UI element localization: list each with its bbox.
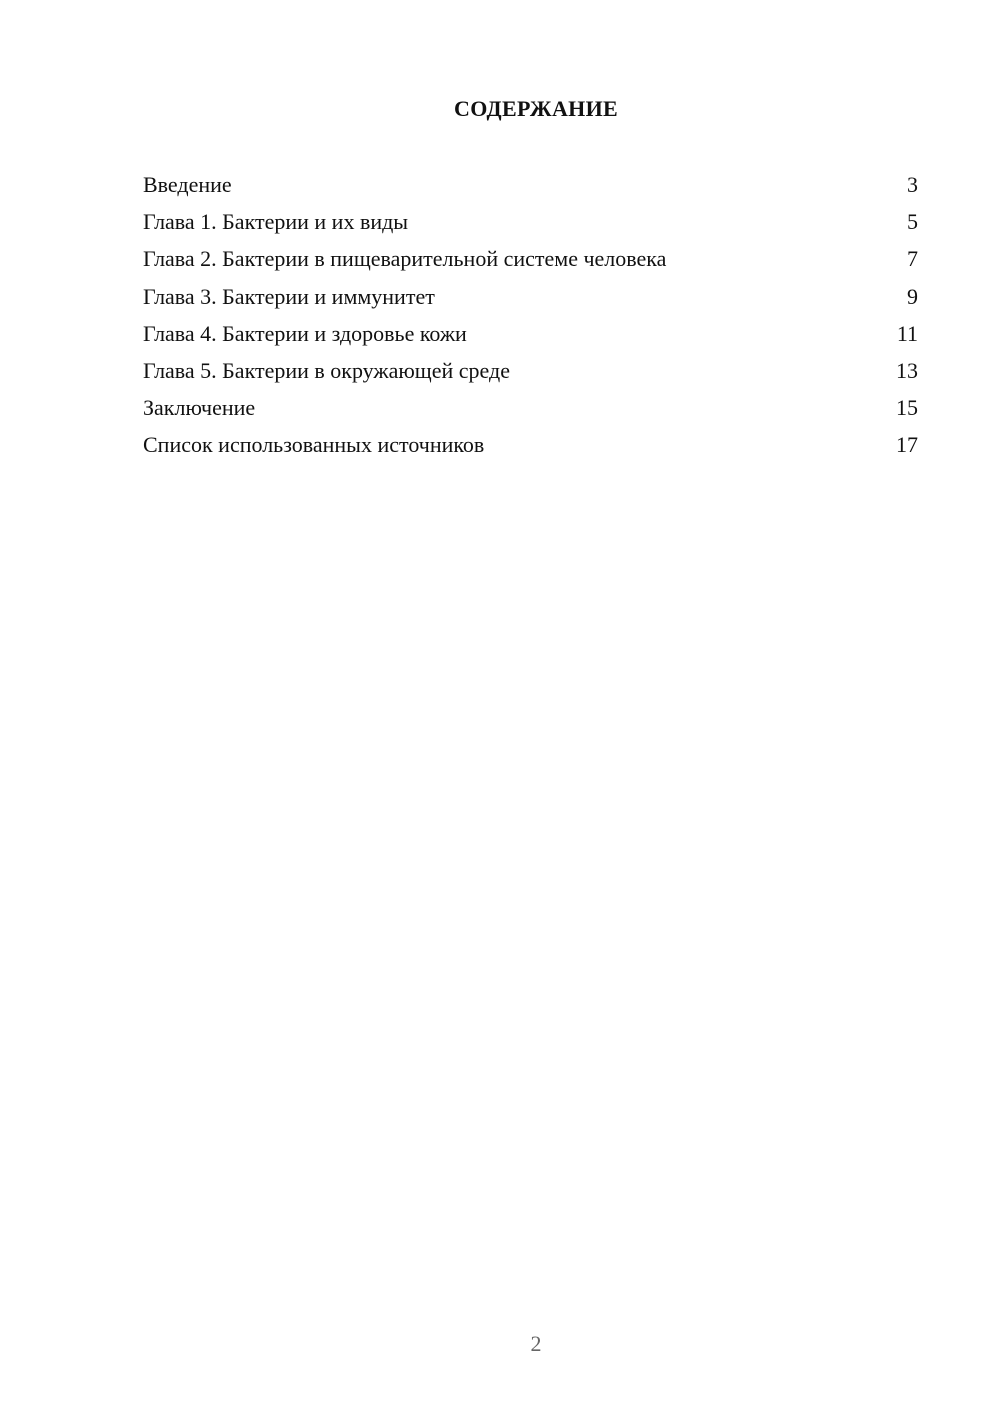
toc-entry-label: Список использованных источников [143, 432, 485, 458]
toc-entry-page: 5 [907, 209, 918, 235]
toc-entry [143, 428, 918, 465]
toc-entry-page: 15 [896, 395, 918, 421]
page-title: СОДЕРЖАНИЕ [454, 96, 618, 121]
toc-entry [143, 280, 918, 317]
toc-entry [143, 205, 918, 242]
toc-entry-page: 11 [896, 320, 918, 346]
toc-entry-page: 17 [896, 432, 918, 458]
toc-entry-page: 9 [907, 283, 918, 309]
toc-entry-label: Глава 2. Бактерии в пищеварительной системе человека [143, 246, 667, 272]
toc-entry-page: 7 [907, 246, 918, 272]
toc-entry-label: Глава 1. Бактерии и их виды [143, 209, 409, 235]
toc-entry-label: Заключение [143, 395, 256, 421]
toc-entry-label: Введение [143, 172, 232, 197]
toc-entry [143, 317, 918, 354]
toc-entry-page: 13 [896, 357, 918, 383]
toc-entry [143, 391, 918, 428]
page-number: 2 [530, 1331, 542, 1356]
toc-entry [143, 354, 918, 391]
toc-entry-label: Глава 4. Бактерии и здоровье кожи [143, 320, 467, 346]
toc-entry [143, 242, 918, 279]
toc-entry-label: Глава 3. Бактерии и иммунитет [143, 283, 435, 309]
toc-entry [143, 168, 918, 205]
toc-entry-label: Глава 5. Бактерии в окружающей среде [143, 357, 510, 383]
toc-entry-page: 3 [907, 172, 918, 197]
table-of-contents [143, 168, 918, 466]
